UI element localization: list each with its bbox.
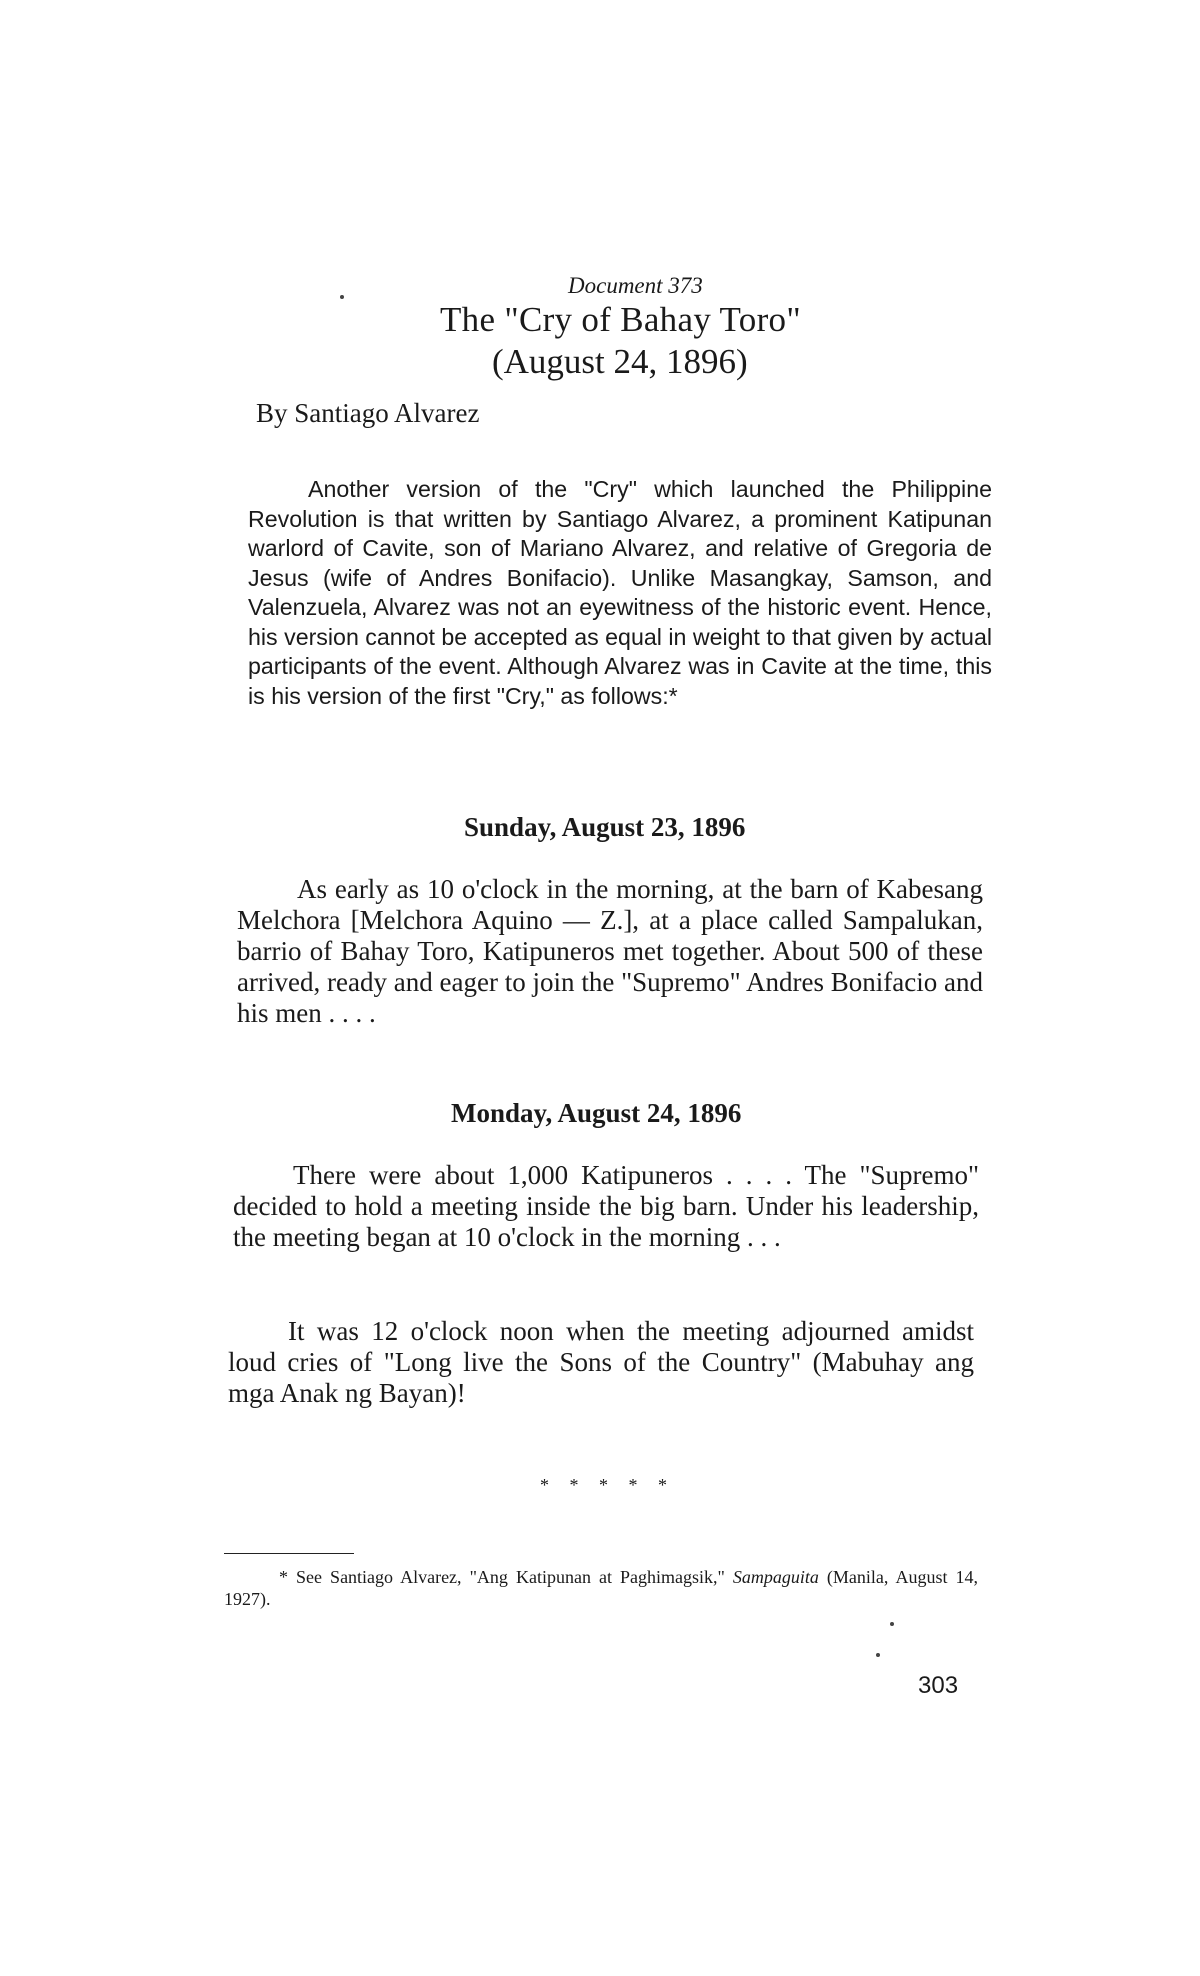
footnote: [224, 1566, 978, 1610]
document-title: The "Cry of Bahay Toro": [440, 300, 801, 339]
scan-speck: [340, 295, 344, 299]
scan-speck: [890, 1622, 894, 1626]
paragraph-monday-1: There were about 1,000 Katipuneros . . . . The "Supremo" decided to hold a meeting inside the big barn. Under his leadership, the meeting began at 10 o'clock in the morning . . .: [233, 1160, 979, 1252]
footnote-citation: (Manila, August 14, 1927).: [224, 1567, 978, 1609]
section-heading-sunday: Sunday, August 23, 1896: [464, 812, 746, 842]
scan-speck: [876, 1653, 880, 1657]
document-title-date: (August 24, 1896): [492, 342, 748, 381]
section-heading-monday: Monday, August 24, 1896: [451, 1098, 742, 1128]
footnote-divider: [224, 1553, 354, 1554]
intro-paragraph: Another version of the "Cry" which launched the Philippine Revolution is that written by Santiago Alvarez, a prominent Katipunan warlord of Cavite, son of Mariano Alvarez, and relative of Gregoria de Jesus (wife of Andres Bonifacio). Unlike Masangkay, Samson, and Valenzuela, Alvarez was not an eyewitness of the historic event. Hence, his version cannot be accepted as equal in weight to that given by actual participants of the event. Although Alvarez was in Cavite at the time, this is his version of the first "Cry," as follows:*: [248, 476, 992, 709]
paragraph-sunday: As early as 10 o'clock in the morning, at the barn of Kabesang Melchora [Melchora Aquino — Z.], at a place called Sampalukan, barrio of Bahay Toro, Katipuneros met together. About 500 of these arrived, ready and eager to join the "Supremo" Andres Bonifacio and his men . . . .: [237, 874, 983, 1028]
footnote-text: * See Santiago Alvarez, "Ang Katipunan at Paghimagsik,": [279, 1567, 733, 1587]
document-number: Document 373: [568, 273, 703, 298]
page-number: 303: [918, 1672, 959, 1699]
author-byline: By Santiago Alvarez: [256, 398, 480, 428]
section-separator: * * * * *: [540, 1475, 675, 1495]
footnote-publication: Sampaguita: [732, 1567, 819, 1587]
paragraph-monday-2: It was 12 o'clock noon when the meeting adjourned amidst loud cries of "Long live the Sons of the Country" (Mabuhay ang mga Anak ng Bayan)!: [228, 1316, 974, 1408]
